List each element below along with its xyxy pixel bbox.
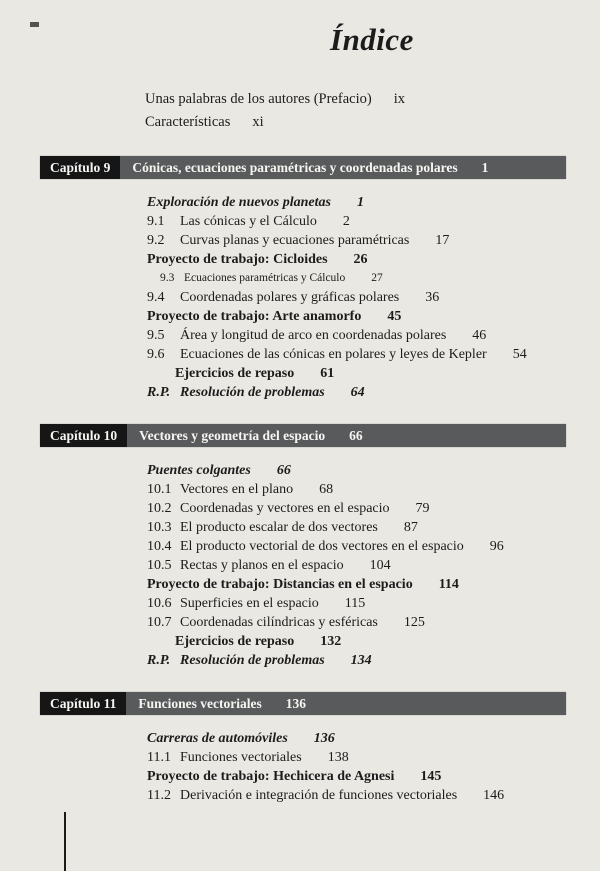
entry-page: 132 bbox=[320, 634, 342, 649]
chapter-banner bbox=[40, 692, 566, 715]
entry-text: Funciones vectoriales bbox=[180, 750, 302, 765]
toc-entry bbox=[147, 480, 600, 499]
entry-text: Resolución de problemas bbox=[180, 385, 325, 400]
entry-page: 64 bbox=[350, 385, 365, 400]
entry-number: 9.3 bbox=[160, 272, 175, 284]
entry-number: 10.3 bbox=[147, 520, 172, 535]
entry-page: 66 bbox=[276, 463, 291, 478]
entry-page: 2 bbox=[342, 214, 350, 229]
toc-entry bbox=[147, 748, 600, 767]
entry-text: Resolución de problemas bbox=[180, 653, 325, 668]
toc-entry bbox=[147, 518, 600, 537]
entry-page: 146 bbox=[483, 788, 505, 803]
entry-page: 68 bbox=[319, 482, 334, 497]
entry-text: Proyecto de trabajo: Distancias en el espacio bbox=[147, 577, 413, 592]
entry-page: 136 bbox=[313, 731, 335, 746]
entry-page: 96 bbox=[489, 539, 504, 554]
entry-number: 9.2 bbox=[147, 233, 165, 248]
entry-number: 9.5 bbox=[147, 328, 165, 343]
entry-text: Ecuaciones de las cónicas en polares y leyes de Kepler bbox=[180, 347, 487, 362]
page-number: xi bbox=[252, 114, 264, 130]
entry-text: El producto escalar de dos vectores bbox=[180, 520, 378, 535]
toc-entry bbox=[160, 269, 600, 288]
entry-number: 10.2 bbox=[147, 501, 172, 516]
chapter-section-9 bbox=[0, 156, 600, 402]
toc-entry bbox=[147, 288, 600, 307]
page-number: ix bbox=[393, 91, 405, 107]
entry-number: 10.1 bbox=[147, 482, 172, 497]
entry-page: 26 bbox=[353, 252, 368, 267]
chapter-title: Vectores y geometría del espacio bbox=[139, 427, 326, 443]
front-matter-line bbox=[145, 88, 600, 111]
entry-text: Superficies en el espacio bbox=[180, 596, 319, 611]
toc-entry bbox=[147, 767, 600, 786]
chapter-section-10 bbox=[0, 424, 600, 670]
entry-page: 87 bbox=[403, 520, 418, 535]
chapter-page: 66 bbox=[349, 427, 363, 443]
entry-number: 9.1 bbox=[147, 214, 165, 229]
scan-artifact-line bbox=[64, 812, 66, 871]
entry-page: 1 bbox=[356, 195, 364, 210]
entry-page: 104 bbox=[369, 558, 391, 573]
entry-page: 45 bbox=[387, 309, 402, 324]
entry-text: Derivación e integración de funciones vectoriales bbox=[180, 788, 458, 803]
entry-page: 36 bbox=[425, 290, 440, 305]
toc-entry bbox=[147, 231, 600, 250]
entry-text: Vectores en el plano bbox=[180, 482, 294, 497]
chapter-banner bbox=[40, 156, 566, 179]
toc-entry bbox=[147, 729, 600, 748]
toc-entry bbox=[147, 537, 600, 556]
entry-number: 11.2 bbox=[147, 788, 171, 803]
front-matter bbox=[145, 88, 600, 134]
entry-text: El producto vectorial de dos vectores en el espacio bbox=[180, 539, 464, 554]
front-matter-text: Características bbox=[145, 114, 231, 130]
chapter-entries bbox=[0, 729, 600, 805]
toc-entry bbox=[147, 345, 600, 364]
toc-entry bbox=[147, 461, 600, 480]
chapter-page: 1 bbox=[481, 159, 489, 175]
toc-entry bbox=[175, 632, 600, 651]
entry-text: Coordenadas cilíndricas y esféricas bbox=[180, 615, 378, 630]
front-matter-text: Unas palabras de los autores (Prefacio) bbox=[145, 91, 372, 107]
entry-text: Ejercicios de repaso bbox=[175, 634, 295, 649]
entry-number: 10.6 bbox=[147, 596, 172, 611]
entry-page: 125 bbox=[403, 615, 425, 630]
toc-entry bbox=[147, 499, 600, 518]
entry-number: 11.1 bbox=[147, 750, 171, 765]
entry-text: Proyecto de trabajo: Cicloides bbox=[147, 252, 328, 267]
toc-entry bbox=[147, 575, 600, 594]
entry-page: 79 bbox=[415, 501, 430, 516]
entry-number: 10.7 bbox=[147, 615, 172, 630]
entry-number: R.P. bbox=[147, 653, 171, 668]
entry-page: 145 bbox=[420, 769, 442, 784]
entry-page: 46 bbox=[472, 328, 487, 343]
entry-number: 10.5 bbox=[147, 558, 172, 573]
toc-entry bbox=[147, 613, 600, 632]
chapter-entries bbox=[0, 461, 600, 670]
entry-text: Curvas planas y ecuaciones paramétricas bbox=[180, 233, 410, 248]
entry-page: 61 bbox=[320, 366, 335, 381]
entry-text: Área y longitud de arco en coordenadas polares bbox=[180, 328, 447, 343]
entry-text: Rectas y planos en el espacio bbox=[180, 558, 344, 573]
toc-entry bbox=[147, 383, 600, 402]
chapter-banner bbox=[40, 424, 566, 447]
toc-entry bbox=[147, 326, 600, 345]
chapter-label: Capítulo 11 bbox=[40, 692, 126, 715]
entry-number: 10.4 bbox=[147, 539, 172, 554]
toc-entry bbox=[147, 556, 600, 575]
entry-number: 9.6 bbox=[147, 347, 165, 362]
entry-page: 17 bbox=[435, 233, 450, 248]
front-matter-line bbox=[145, 111, 600, 134]
entry-page: 115 bbox=[344, 596, 366, 611]
entry-text: Las cónicas y el Cálculo bbox=[180, 214, 317, 229]
toc-entry bbox=[147, 212, 600, 231]
entry-text: Proyecto de trabajo: Hechicera de Agnesi bbox=[147, 769, 395, 784]
entry-page: 138 bbox=[327, 750, 349, 765]
chapter-title: Cónicas, ecuaciones paramétricas y coordenadas polares bbox=[132, 159, 458, 175]
toc-entry bbox=[147, 594, 600, 613]
page-title: Índice bbox=[330, 22, 414, 57]
toc-entry bbox=[147, 250, 600, 269]
entry-text: Coordenadas y vectores en el espacio bbox=[180, 501, 390, 516]
chapter-entries bbox=[0, 193, 600, 402]
chapter-title: Funciones vectoriales bbox=[138, 695, 262, 711]
toc-entry bbox=[147, 307, 600, 326]
entry-number: 9.4 bbox=[147, 290, 165, 305]
chapter-label: Capítulo 9 bbox=[40, 156, 120, 179]
entry-page: 54 bbox=[512, 347, 527, 362]
entry-page: 114 bbox=[438, 577, 459, 592]
chapter-section-11 bbox=[0, 692, 600, 805]
entry-page: 134 bbox=[350, 653, 372, 668]
entry-page: 27 bbox=[371, 272, 383, 284]
entry-number: R.P. bbox=[147, 385, 171, 400]
scan-artifact-mark bbox=[30, 22, 39, 27]
entry-text: Exploración de nuevos planetas bbox=[147, 195, 331, 210]
chapter-label: Capítulo 10 bbox=[40, 424, 127, 447]
toc-entry bbox=[175, 364, 600, 383]
entry-text: Ejercicios de repaso bbox=[175, 366, 295, 381]
entry-text: Coordenadas polares y gráficas polares bbox=[180, 290, 400, 305]
toc-entry bbox=[147, 786, 600, 805]
toc-entry bbox=[147, 651, 600, 670]
entry-text: Puentes colgantes bbox=[147, 463, 251, 478]
entry-text: Ecuaciones paramétricas y Cálculo bbox=[184, 272, 346, 284]
toc-entry bbox=[147, 193, 600, 212]
entry-text: Proyecto de trabajo: Arte anamorfo bbox=[147, 309, 362, 324]
entry-text: Carreras de automóviles bbox=[147, 731, 288, 746]
chapter-page: 136 bbox=[285, 695, 307, 711]
